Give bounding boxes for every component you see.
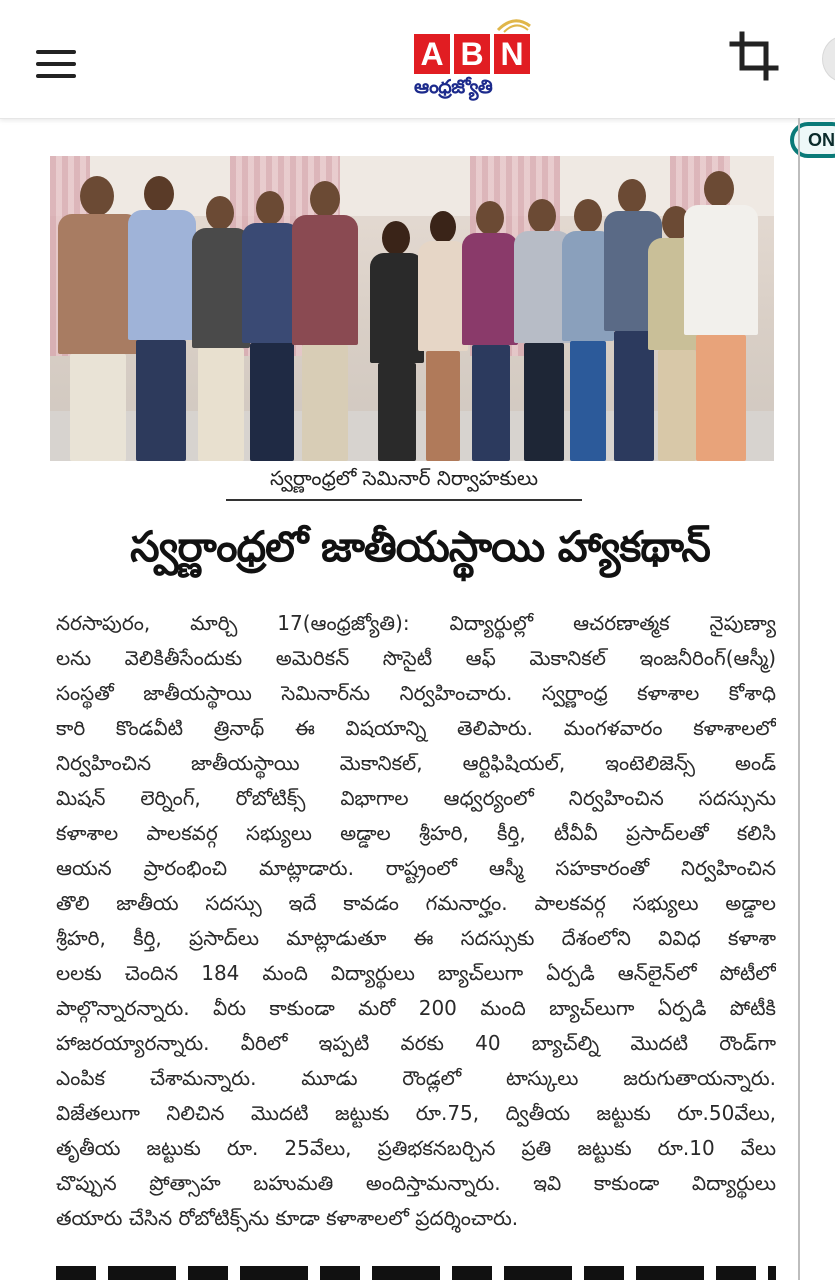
article-line: లలకు చెందిన 184 మంది విద్యార్థులు బ్యాచ్‌లుగా ఏర్పడి ఆన్‌లైన్‌లో పోటీలో <box>56 961 776 985</box>
article-line: చొప్పున ప్రోత్సాహ బహుమతి అందిస్తామన్నారు. ఇవి కాకుండా విద్యార్థులు <box>56 1171 776 1195</box>
article-line: సంస్థతో జాతీయస్థాయి సెమినార్‌ను నిర్వహించారు. స్వర్ణాంధ్ర కళాశాల కోశాధి <box>56 681 776 705</box>
article-line: ఎంపిక చేశామన్నారు. మూడు రౌండ్లలో టాస్కులు జరుగుతాయన్నారు. <box>56 1066 776 1090</box>
article-headline: స్వర్ణాంధ్రలో జాతీయస్థాయి హ్యాకథాన్ <box>130 522 710 571</box>
article-line: మిషన్ లెర్నింగ్, రోబోటిక్స్ విభాగాల ఆధ్వర్యంలో నిర్వహించిన సదస్సును <box>56 786 776 810</box>
online-badge[interactable]: ON <box>790 122 835 158</box>
next-article-headline-partial <box>56 1266 776 1280</box>
article-line: తొలి జాతీయ సదస్సు ఇదే కావడం గమనార్హం. పాలకవర్గ సభ్యులు అడ్డాల <box>56 891 776 915</box>
profile-avatar[interactable] <box>822 36 835 82</box>
hamburger-menu-icon[interactable] <box>36 50 76 84</box>
group-photo-image <box>50 156 774 461</box>
article-line: లను వెలికితీసేందుకు అమెరికన్ సొసైటీ ఆఫ్ మెకానికల్ ఇంజనీరింగ్(ఆస్మీ) <box>56 646 776 670</box>
article-line: నిర్వహించిన జాతీయస్థాయి మెకానికల్, ఆర్టిఫిషియల్, ఇంటెలిజెన్స్ అండ్ <box>56 751 776 775</box>
logo-letter: B <box>454 34 490 74</box>
article-line: కళాశాల పాలకవర్గ సభ్యులు అడ్డాల శ్రీహరి, కీర్తి, టీవీవీ ప్రసాద్‌లతో కలిసి <box>56 821 776 845</box>
article-line: విజేతలుగా నిలిచిన మొదటి జట్టుకు రూ.75, ద్వితీయ జట్టుకు రూ.50వేలు, <box>56 1101 776 1125</box>
article-line: తయారు చేసిన రోబోటిక్స్‌ను కూడా కళాశాలలో ప్రదర్శించారు. <box>56 1206 519 1230</box>
article-line: హాజరయ్యారన్నారు. వీరిలో ఇప్పటి వరకు 40 బ్యాచ్‌ల్ని మొదటి రౌండ్‌గా <box>56 1031 776 1055</box>
logo-letter: N <box>494 34 530 74</box>
logo-letter: A <box>414 34 450 74</box>
photo-caption: స్వర్ణాంధ్రలో సెమినార్ నిర్వాహకులు <box>226 466 582 501</box>
article-line: నరసాపురం, మార్చి 17(ఆంధ్రజ్యోతి): విద్యార్థుల్లో ఆచరణాత్మక నైపుణ్యా <box>56 611 776 635</box>
app-header <box>0 0 835 119</box>
article-line: తృతీయ జట్టుకు రూ. 25వేలు, ప్రతిభకనబర్చిన ప్రతి జట్టుకు రూ.10 వేలు <box>56 1136 776 1160</box>
logo-telugu-text: ఆంధ్రజ్యోతి <box>414 76 493 98</box>
article-body <box>56 606 776 1236</box>
crop-icon[interactable] <box>728 30 780 82</box>
logo-swirl-icon <box>494 12 534 36</box>
article-line: కారి కొండవీటి త్రినాథ్ ఈ విషయాన్ని తెలిపారు. మంగళవారం కళాశాలలో <box>56 716 776 740</box>
article-line: శ్రీహరి, కీర్తి, ప్రసాద్‌లు మాట్లాడుతూ ఈ సదస్సుకు దేశంలోని వివిధ కళాశా <box>56 926 776 950</box>
logo-abn-letters <box>414 34 536 74</box>
paper-edge-divider <box>798 118 800 1280</box>
article-line: ఆయన ప్రారంభించి మాట్లాడారు. రాష్ట్రంలో ఆస్మీ సహకారంతో నిర్వహించిన <box>56 856 776 880</box>
abn-andhrajyothy-logo[interactable] <box>414 12 536 108</box>
article-line: పాల్గొన్నారన్నారు. వీరు కాకుండా మరో 200 మంది బ్యాచ్‌లుగా ఏర్పడి పోటీకి <box>56 996 776 1020</box>
